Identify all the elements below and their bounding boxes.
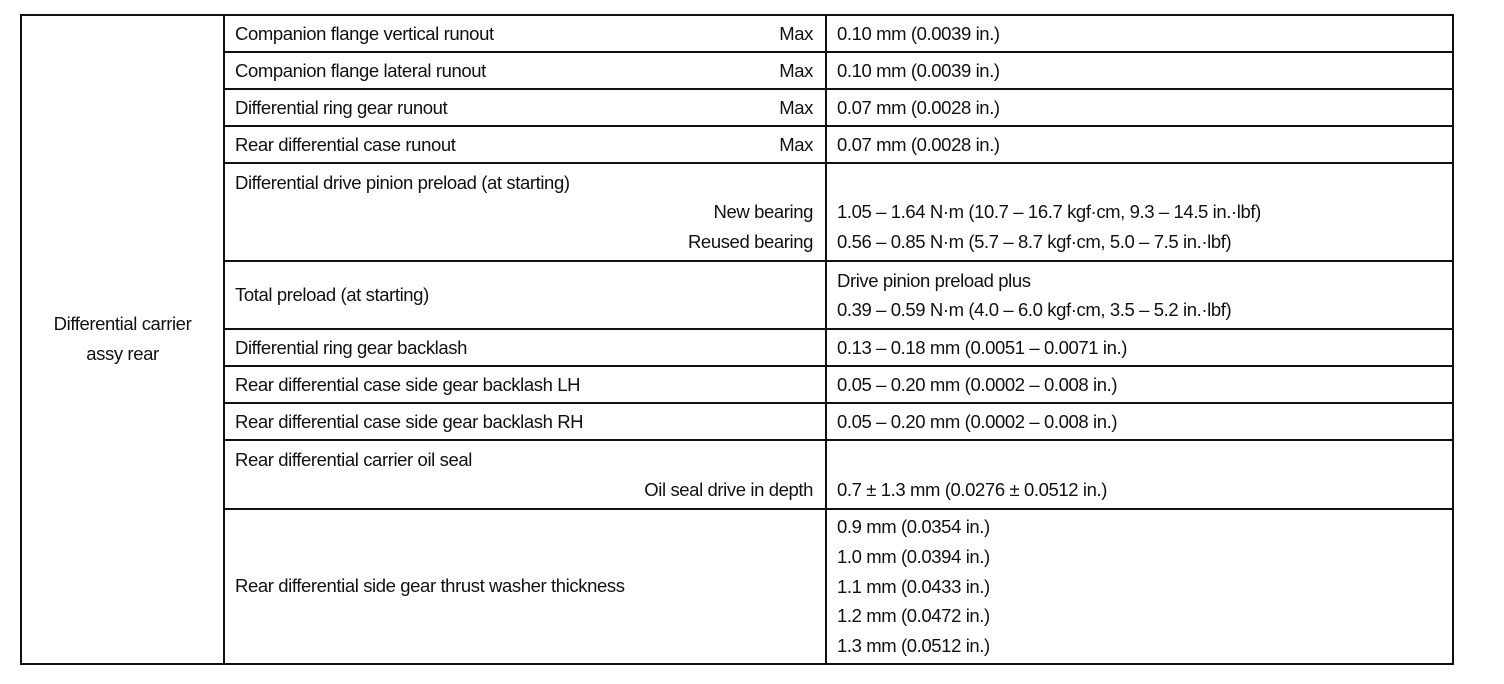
item-cell xyxy=(224,89,826,126)
blank-line xyxy=(837,168,1442,198)
value-line: Drive pinion preload plus xyxy=(837,269,1031,291)
item-label: Companion flange lateral runout xyxy=(235,59,486,81)
value-cell: 0.05 – 0.20 mm (0.0002 – 0.008 in.) xyxy=(826,366,1453,403)
item-cell xyxy=(224,440,826,509)
sub-label: New bearing xyxy=(713,201,813,223)
qualifier-label: Max xyxy=(779,133,813,155)
item-cell xyxy=(224,15,826,52)
table-row xyxy=(21,509,1453,664)
item-label: Differential ring gear runout xyxy=(235,96,448,118)
item-cell xyxy=(224,163,826,261)
specification-table xyxy=(20,14,1454,665)
value-line: 1.05 – 1.64 N·m (10.7 – 16.7 kgf·cm, 9.3 – 14.5 in.·lbf) xyxy=(837,201,1261,223)
group-label-cell xyxy=(21,15,224,664)
value-line: 1.0 mm (0.0394 in.) xyxy=(837,545,990,567)
item-label: Rear differential case side gear backlash LH xyxy=(224,366,826,403)
item-cell xyxy=(224,261,826,329)
table-row xyxy=(21,403,1453,440)
item-label: Companion flange vertical runout xyxy=(235,22,494,44)
item-label: Rear differential case runout xyxy=(235,133,456,155)
item-cell xyxy=(224,52,826,89)
sub-label: Oil seal drive in depth xyxy=(644,478,813,500)
value-cell: 0.07 mm (0.0028 in.) xyxy=(826,89,1453,126)
value-line: 1.1 mm (0.0433 in.) xyxy=(837,575,990,597)
value-cell xyxy=(826,163,1453,261)
value-cell xyxy=(826,440,1453,509)
value-cell: 0.10 mm (0.0039 in.) xyxy=(826,52,1453,89)
item-label: Rear differential case side gear backlash RH xyxy=(224,403,826,440)
table-row xyxy=(21,15,1453,52)
table-row xyxy=(21,261,1453,329)
qualifier-label: Max xyxy=(779,59,813,81)
blank-line xyxy=(837,445,1442,475)
table-row xyxy=(21,89,1453,126)
value-cell xyxy=(826,509,1453,664)
table-row xyxy=(21,366,1453,403)
item-label: Total preload (at starting) xyxy=(235,284,429,306)
value-line: 0.7 ± 1.3 mm (0.0276 ± 0.0512 in.) xyxy=(837,478,1107,500)
table-row xyxy=(21,163,1453,261)
value-cell: 0.05 – 0.20 mm (0.0002 – 0.008 in.) xyxy=(826,403,1453,440)
value-line: 1.2 mm (0.0472 in.) xyxy=(837,605,990,627)
table-row xyxy=(21,329,1453,366)
table-row xyxy=(21,52,1453,89)
item-label: Rear differential carrier oil seal xyxy=(235,449,472,470)
value-cell: 0.07 mm (0.0028 in.) xyxy=(826,126,1453,163)
value-cell: 0.10 mm (0.0039 in.) xyxy=(826,15,1453,52)
value-line: 1.3 mm (0.0512 in.) xyxy=(837,635,990,657)
item-cell xyxy=(224,126,826,163)
value-line: 0.9 mm (0.0354 in.) xyxy=(837,516,990,537)
value-line: 0.39 – 0.59 N·m (4.0 – 6.0 kgf·cm, 3.5 – 5.2 in.·lbf) xyxy=(837,299,1232,320)
group-label-line: Differential carrier xyxy=(53,313,192,335)
group-label-line: assy rear xyxy=(86,343,159,365)
sub-label: Reused bearing xyxy=(687,230,813,252)
item-label: Differential ring gear backlash xyxy=(224,329,826,366)
qualifier-label: Max xyxy=(779,96,813,118)
value-cell xyxy=(826,261,1453,329)
item-label: Rear differential side gear thrust washer thickness xyxy=(224,509,826,664)
value-cell: 0.13 – 0.18 mm (0.0051 – 0.0071 in.) xyxy=(826,329,1453,366)
table-row xyxy=(21,126,1453,163)
qualifier-label: Max xyxy=(779,22,813,44)
value-line: 0.56 – 0.85 N·m (5.7 – 8.7 kgf·cm, 5.0 – 7.5 in.·lbf) xyxy=(837,230,1232,252)
item-label: Differential drive pinion preload (at starting) xyxy=(235,171,570,193)
table-row xyxy=(21,440,1453,509)
